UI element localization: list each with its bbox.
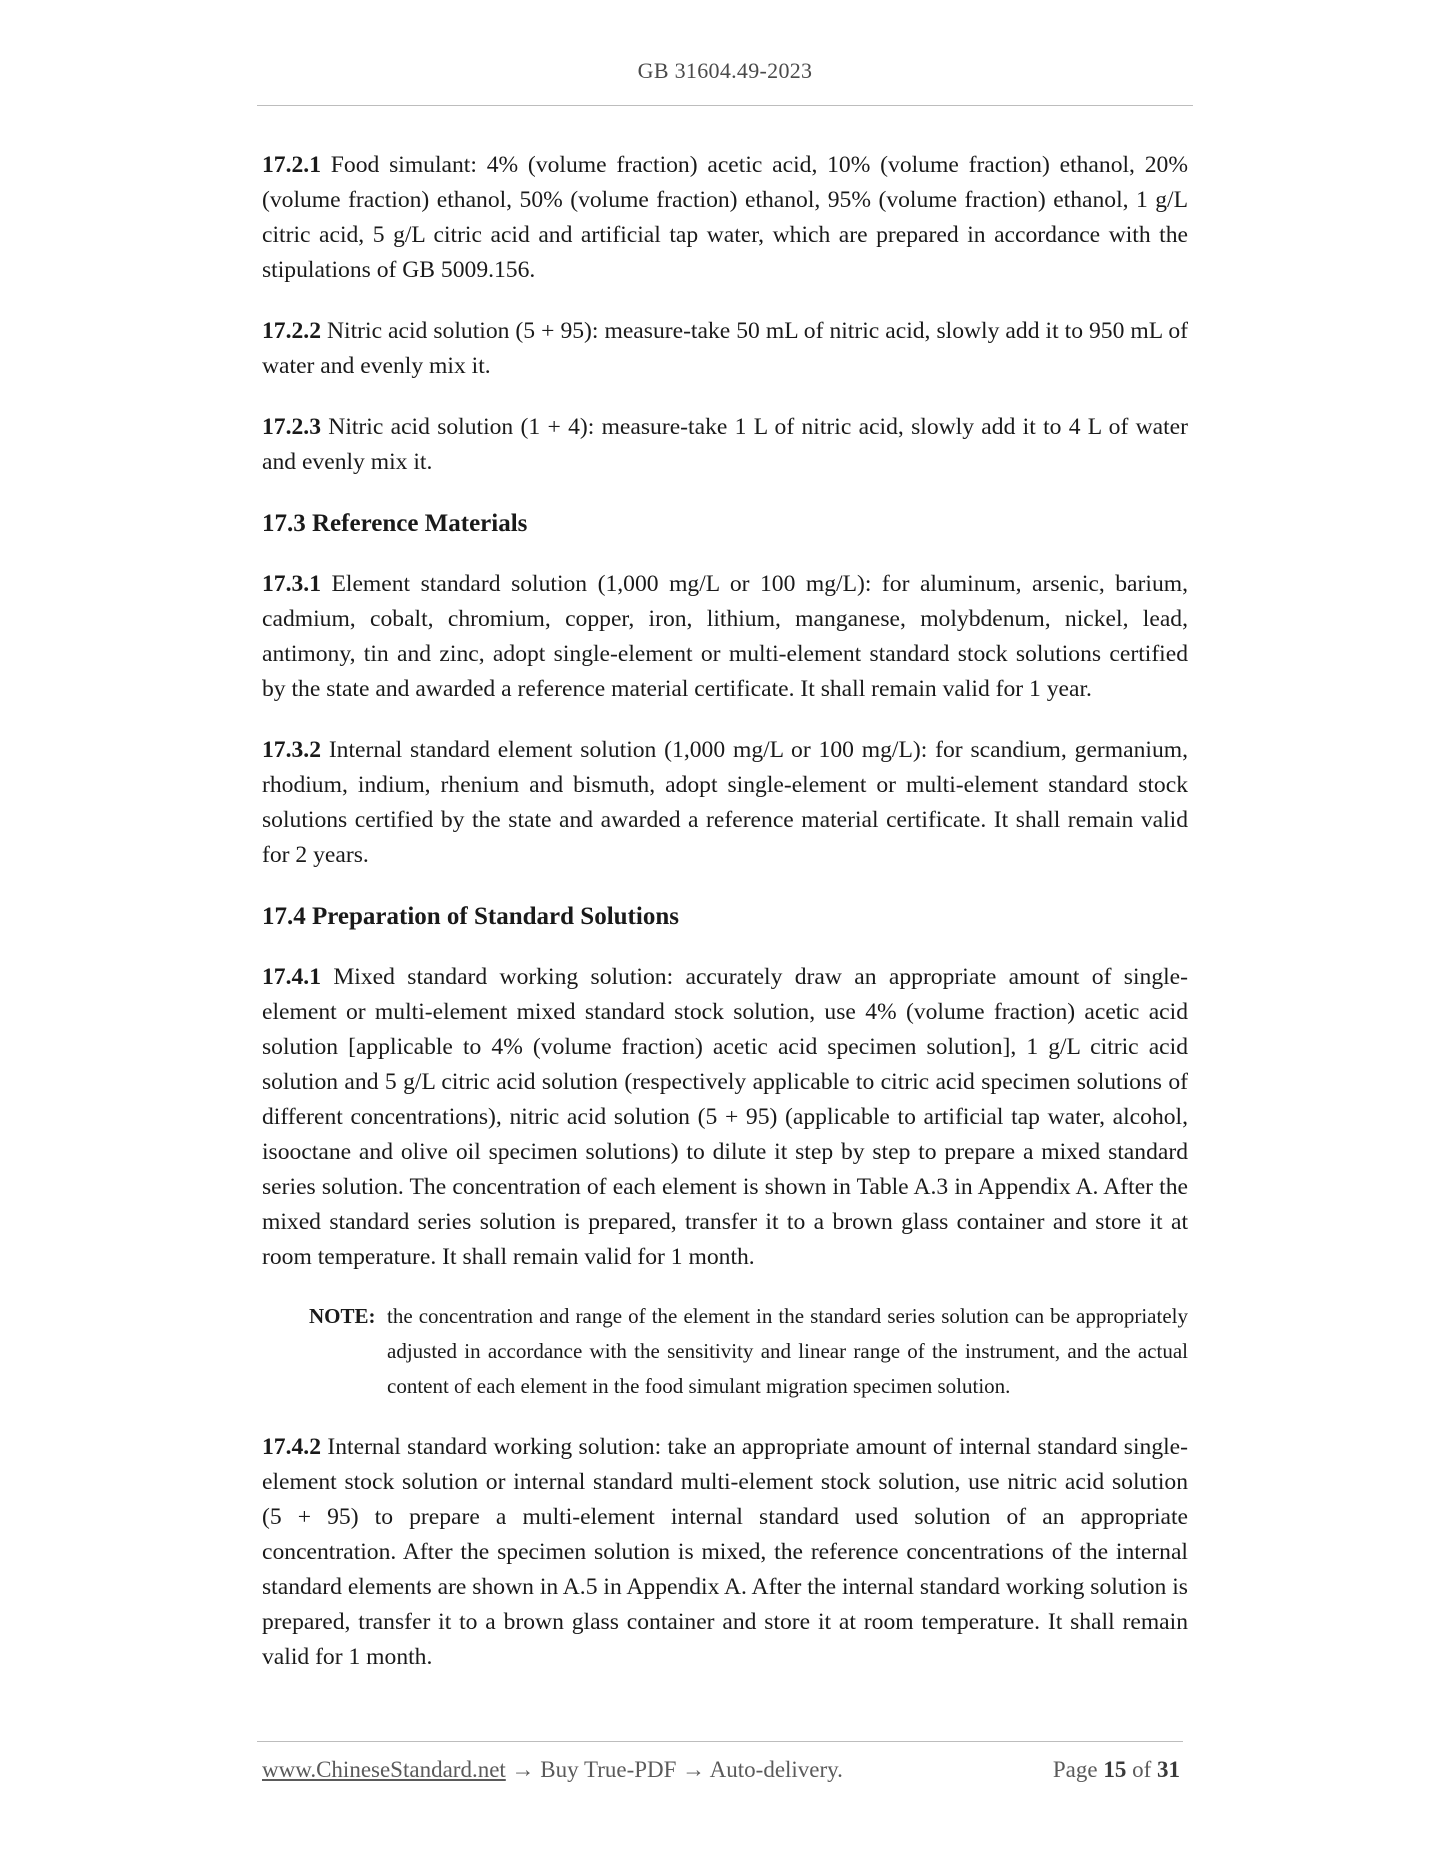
- clause-text: Element standard solution (1,000 mg/L or 100 mg/L): for aluminum, arsenic, barium, cadmium, cobalt, chromium, copper, iron, lithium, manganese, molybdenum, nickel, lead, antimony, tin and zinc, adopt single-element or multi-element standard stock solutions certified by the state and awarded a reference material certificate. It shall remain valid for 1 year.: [262, 571, 1188, 702]
- section-heading-17-4: 17.4 Preparation of Standard Solutions: [262, 903, 679, 930]
- page-of-label: of: [1132, 1757, 1152, 1782]
- footer-divider: [257, 1741, 1183, 1742]
- clause-number: 17.2.2: [262, 318, 321, 344]
- clause-number: 17.4.2: [262, 1434, 321, 1460]
- paragraph-17-2-3: [262, 410, 1188, 480]
- page-content: [262, 148, 1188, 1701]
- clause-text: Internal standard element solution (1,000 mg/L or 100 mg/L): for scandium, germanium, rhodium, indium, rhenium and bismuth, adopt single-element or multi-element standard stock solutions certified by the state and awarded a reference material certificate. It shall remain valid for 2 years.: [262, 737, 1188, 868]
- clause-text: Food simulant: 4% (volume fraction) acetic acid, 10% (volume fraction) ethanol, 20% (volume fraction) ethanol, 50% (volume fraction) ethanol, 95% (volume fraction) ethanol, 1 g/L citric acid, 5 g/L citric acid and artificial tap water, which are prepared in accordance with the stipulations of GB 5009.156.: [262, 152, 1188, 283]
- clause-number: 17.3.1: [262, 571, 321, 597]
- website-link[interactable]: www.ChineseStandard.net: [262, 1757, 506, 1782]
- promo-text: → Buy True-PDF → Auto-delivery.: [505, 1757, 843, 1782]
- clause-number: 17.2.3: [262, 414, 321, 440]
- page-header: GB 31604.49-2023: [637, 58, 813, 83]
- clause-number: 17.2.1: [262, 152, 321, 178]
- note-label: NOTE:: [309, 1304, 376, 1328]
- paragraph-17-2-2: [262, 314, 1188, 384]
- paragraph-17-2-1: [262, 148, 1188, 288]
- clause-number: 17.3.2: [262, 737, 321, 763]
- paragraph-17-4-1: [262, 960, 1188, 1275]
- clause-text: Nitric acid solution (5 + 95): measure-take 50 mL of nitric acid, slowly add it to 950 mL of water and evenly mix it.: [262, 318, 1188, 379]
- clause-number: 17.4.1: [262, 964, 321, 990]
- paragraph-17-3-2: [262, 733, 1188, 873]
- page-number: [1053, 1757, 1180, 1783]
- clause-text: Internal standard working solution: take an appropriate amount of internal standard single-element stock solution or internal standard multi-element stock solution, use nitric acid solution (5 + 95) to prepare a multi-element internal standard used solution of an appropriate concentration. After the specimen solution is mixed, the reference concentrations of the internal standard elements are shown in A.5 in Appendix A. After the internal standard working solution is prepared, transfer it to a brown glass container and store it at room temperature. It shall remain valid for 1 month.: [262, 1434, 1188, 1670]
- header-divider: [257, 105, 1193, 106]
- paragraph-17-4-2: [262, 1430, 1188, 1675]
- footer-promo: [262, 1757, 843, 1783]
- clause-text: Mixed standard working solution: accurately draw an appropriate amount of single-element or multi-element mixed standard stock solution, use 4% (volume fraction) acetic acid solution [applicable to 4% (volume fraction) acetic acid specimen solution], 1 g/L citric acid solution and 5 g/L citric acid solution (respectively applicable to citric acid specimen solutions of different concentrations), nitric acid solution (5 + 95) (applicable to artificial tap water, alcohol, isooctane and olive oil specimen solutions) to dilute it step by step to prepare a mixed standard series solution. The concentration of each element is shown in Table A.3 in Appendix A. After the mixed standard series solution is prepared, transfer it to a brown glass container and store it at room temperature. It shall remain valid for 1 month.: [262, 964, 1188, 1270]
- section-heading-17-3: 17.3 Reference Materials: [262, 510, 528, 537]
- page-footer: [262, 1757, 1180, 1783]
- clause-text: Nitric acid solution (1 + 4): measure-take 1 L of nitric acid, slowly add it to 4 L of water and evenly mix it.: [262, 414, 1188, 475]
- note-block: [309, 1299, 1188, 1404]
- page-total: 31: [1157, 1757, 1180, 1782]
- paragraph-17-3-1: [262, 567, 1188, 707]
- page-current: 15: [1103, 1757, 1127, 1782]
- page-label: Page: [1052, 1757, 1098, 1782]
- note-text: the concentration and range of the element in the standard series solution can be appropriately adjusted in accordance with the sensitivity and linear range of the instrument, and the actual content of each element in the food simulant migration specimen solution.: [387, 1304, 1188, 1398]
